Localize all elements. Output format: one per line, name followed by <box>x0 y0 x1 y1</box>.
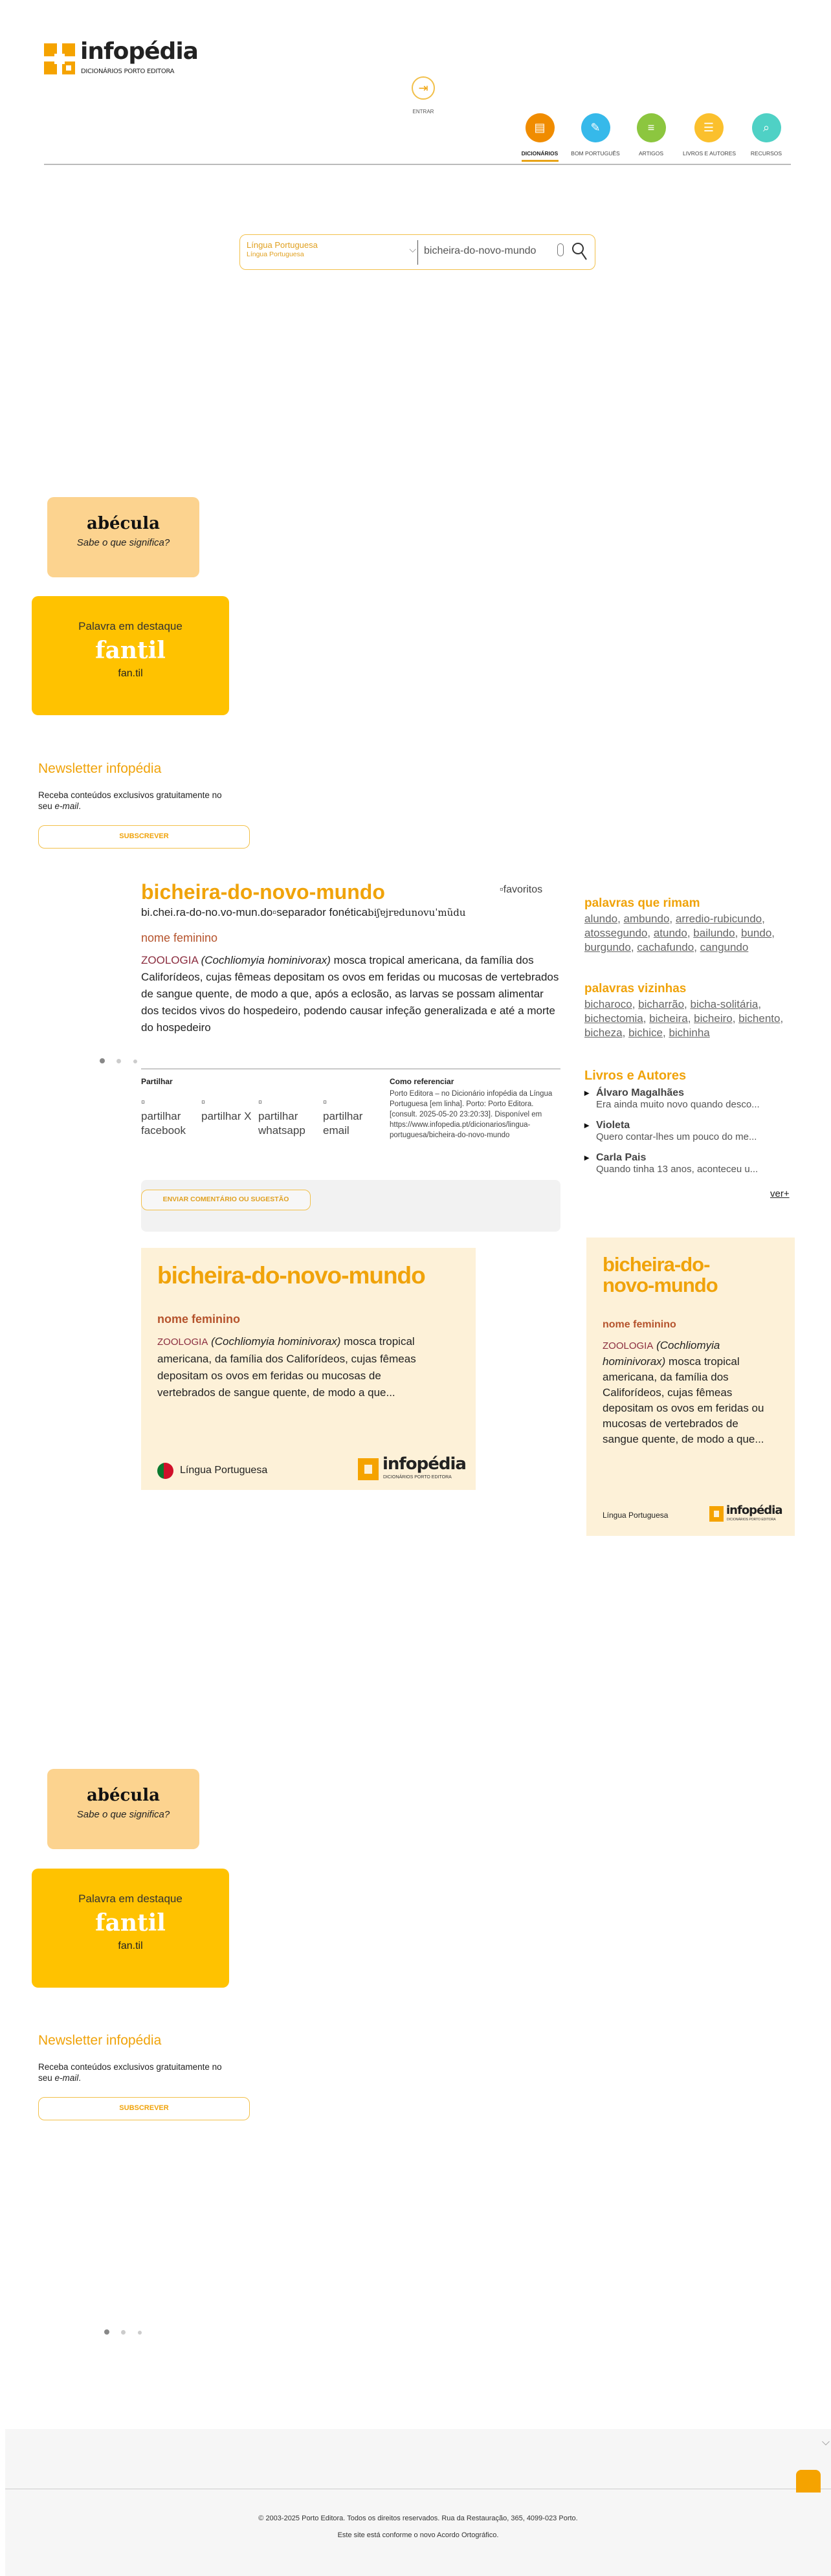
newsletter-text: Receba conteúdos exclusivos gratuitamente no seu e-mail. <box>38 2062 222 2083</box>
quiz-card[interactable]: abécula Sabe o que significa? <box>47 497 199 577</box>
active-underline <box>522 160 559 162</box>
book-item[interactable]: ▸ Violeta Quero contar-lhes um pouco do me... <box>584 1120 792 1142</box>
carousel-dot[interactable] <box>121 2330 126 2335</box>
orthography-note: Este site está conforme o novo Acordo Ortográfico. <box>337 2531 499 2539</box>
featured-word-card[interactable]: Palavra em destaque fantil fan.til <box>32 596 229 715</box>
pronunciation: bi.chei.ra-do-no.vo-mun.do▫separador fonéticabiʃɐjrɐdunovuˈmũdu <box>141 906 466 918</box>
definition: ZOOLOGIA (Cochliomyia hominivorax) mosca tropical americana, da família dos Califorídeos, cujas fêmeas depositam os ovos em feridas ou mucosas de vertebrados de sangue quente, de modo a que, após a eclosão, as larvas se possam alimentar dos tecidos vivos do hospedeiro, podendo causar infeção generalizada e até a morte do hospedeiro <box>141 954 559 1034</box>
infopedia-logo: infopédia DICIONÁRIOS PORTO EDITORA <box>358 1458 455 1480</box>
rhymes-list: alundo, ambundo, arredio-rubicundo, atossegundo, atundo, bailundo, bundo, burgundo, cachafundo, cangundo <box>584 913 775 953</box>
chevron-down-icon[interactable]: ⌵ <box>821 2437 830 2448</box>
share-facebook-link[interactable]: ▫ partilhar facebook <box>141 1096 186 1137</box>
book-item[interactable]: ▸ Carla Pais Quando tinha 13 anos, aconteceu u... <box>584 1152 792 1175</box>
cite-text: Porto Editora – no Dicionário infopédia da Língua Portuguesa [em linha]. Porto: Porto Editora. [consult. 2025-05-20 23:20:33]. Disponível em https://www.infopedia.pt/dicionarios/lingua-portuguesa/bicheira-do-novo-mundo <box>390 1090 553 1139</box>
carousel-dot[interactable] <box>138 2331 142 2335</box>
search-divider <box>417 240 418 265</box>
nav-bom-portugues[interactable]: ✎ BOM PORTUGUÊS <box>570 113 621 157</box>
search-input[interactable]: bicheira-do-novo-mundo <box>424 245 537 256</box>
dictionary-select[interactable]: Língua Portuguesa Língua Portuguesa ⌵ <box>247 240 416 258</box>
share-label: Partilhar <box>141 1077 173 1086</box>
subscribe-button[interactable]: SUBSCREVER <box>38 825 250 849</box>
dictionary-icon: ▤ <box>526 113 555 142</box>
more-books-link[interactable]: ver+ <box>770 1188 790 1199</box>
portugal-flag-icon <box>157 1463 173 1479</box>
header-divider <box>44 164 791 165</box>
cite-label: Como referenciar <box>390 1077 454 1086</box>
login-button[interactable]: ⇥ ENTRAR <box>404 76 443 115</box>
carousel-dot[interactable] <box>100 1058 105 1063</box>
share-email-link[interactable]: ▫ partilhar email <box>323 1096 363 1137</box>
newsletter-text: Receba conteúdos exclusivos gratuitamente no seu e-mail. <box>38 790 222 811</box>
chevron-down-icon: ⌵ <box>409 244 416 254</box>
search-bar <box>239 234 595 270</box>
books-title: Livros e Autores <box>584 1069 687 1083</box>
nav-livros-autores[interactable]: ☰ LIVROS E AUTORES <box>683 113 735 157</box>
part-of-speech: nome feminino <box>141 931 218 944</box>
newsletter-title: Newsletter infopédia <box>38 2033 162 2048</box>
quiz-card[interactable]: abécula Sabe o que significa? <box>47 1769 199 1849</box>
favorites-button[interactable]: ▫favoritos <box>500 884 543 895</box>
neighbors-list: bicharoco, bicharrão, bicha-solitária, bichectomia, bicheira, bicheiro, bichento, bicheza, bichice, bichinha <box>584 998 784 1039</box>
footer <box>5 2429 831 2576</box>
microphone-icon[interactable] <box>557 243 564 256</box>
magnifier-document-icon: ⌕ <box>752 113 781 142</box>
carousel-dot[interactable] <box>104 2329 109 2335</box>
share-x-link[interactable]: ▫ partilhar X <box>201 1096 252 1122</box>
carousel-dot[interactable] <box>116 1059 121 1063</box>
subscribe-button[interactable]: SUBSCREVER <box>38 2097 250 2120</box>
featured-word-card[interactable]: Palavra em destaque fantil fan.til <box>32 1869 229 1988</box>
entry-headword: bicheira-do-novo-mundo <box>141 880 385 904</box>
logo[interactable]: infopédia DICIONÁRIOS PORTO EDITORA <box>44 43 190 76</box>
document-icon: ≡ <box>637 113 666 142</box>
logo-mark-icon <box>44 43 75 74</box>
feedback-button[interactable]: ENVIAR COMENTÁRIO OU SUGESTÃO <box>141 1190 311 1210</box>
book-item[interactable]: ▸ Álvaro Magalhães Era ainda muito novo quando desco... <box>584 1087 792 1110</box>
rhymes-title: palavras que rimam <box>584 896 700 910</box>
feedback-panel <box>141 1180 560 1232</box>
search-icon[interactable] <box>571 242 586 256</box>
share-card-tall: bicheira-do-novo-mundo nome feminino ZOOLOGIA (Cochliomyia hominivorax) mosca tropical americana, da família dos Califorídeos, cujas fêmeas depositam os ovos em feridas ou mucosas de vertebrados de sangue quente, de modo a que... Língua Portuguesa infopédia DICIONÁRIOS PORTO EDITORA <box>586 1238 795 1536</box>
infopedia-logo: infopédia DICIONÁRIOS PORTO EDITORA <box>709 1506 777 1522</box>
scroll-top-button[interactable] <box>796 2470 821 2493</box>
books-icon: ☰ <box>694 113 724 142</box>
share-card-wide: bicheira-do-novo-mundo nome feminino ZOOLOGIA (Cochliomyia hominivorax) mosca tropical americana, da família dos Califorídeos, cujas fêmeas depositam os ovos em feridas ou mucosas de vertebrados de sangue quente, de modo a que... Língua Portuguesa infopédia DICIONÁRIOS PORTO EDITORA <box>141 1248 476 1490</box>
newsletter-title: Newsletter infopédia <box>38 761 162 776</box>
neighbors-title: palavras vizinhas <box>584 982 687 995</box>
carousel-dot[interactable] <box>133 1060 137 1063</box>
copyright: © 2003-2025 Porto Editora. Todos os direitos reservados. Rua da Restauração, 365, 4099-023 Porto. <box>258 2515 578 2522</box>
share-whatsapp-link[interactable]: ▫ partilhar whatsapp <box>258 1096 305 1137</box>
separator-image: ▫separador fonética <box>272 906 368 918</box>
nav-recursos[interactable]: ⌕ RECURSOS <box>740 113 792 157</box>
nav-artigos[interactable]: ≡ ARTIGOS <box>625 113 677 157</box>
nav-dicionarios[interactable]: ▤ DICIONÁRIOS <box>514 113 566 162</box>
login-icon: ⇥ <box>412 76 435 100</box>
pencil-check-icon: ✎ <box>581 113 610 142</box>
